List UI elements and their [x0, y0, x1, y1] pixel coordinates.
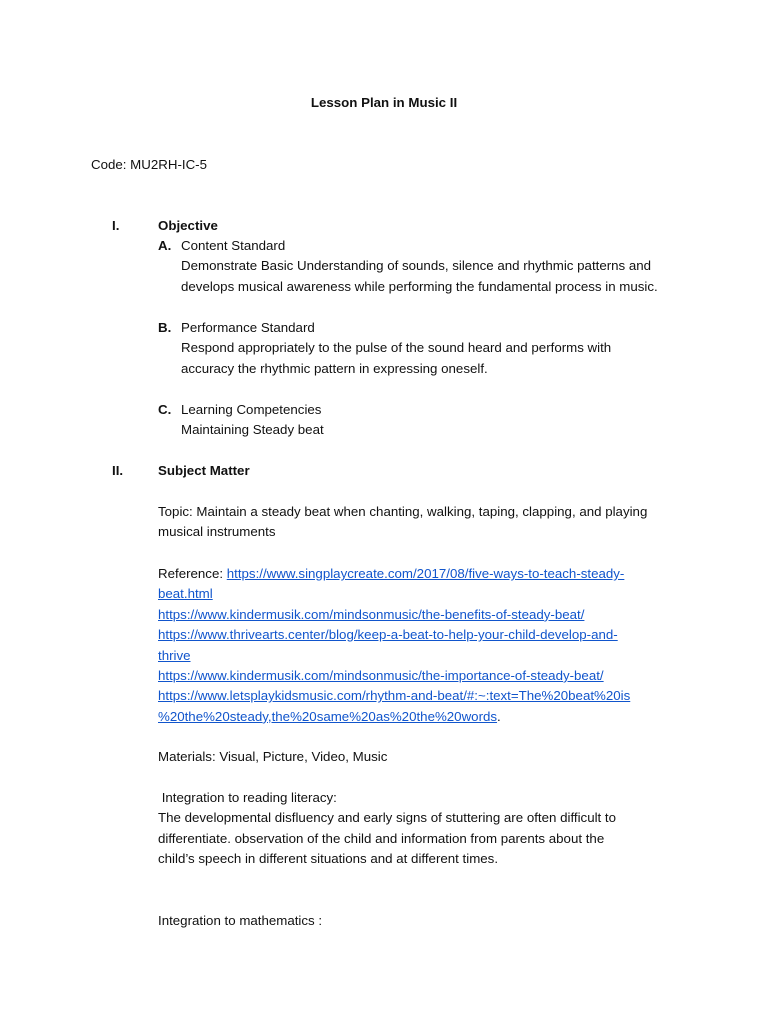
- reference-link[interactable]: https://www.singplaycreate.com/2017/08/five-ways-to-teach-steady-: [226, 566, 625, 581]
- section-numeral-subject-matter: II.: [112, 463, 124, 478]
- reference-line: [158, 646, 718, 666]
- performance-standard-text-line: Respond appropriately to the pulse of the sound heard and performs with: [181, 340, 612, 356]
- reference-line: [158, 584, 718, 604]
- performance-standard-label: Performance Standard: [181, 320, 315, 335]
- document-title: Lesson Plan in Music II: [310, 95, 458, 110]
- content-standard-label: Content Standard: [181, 238, 286, 253]
- reference-link[interactable]: https://www.thrivearts.center/blog/keep-a-beat-to-help-your-child-develop-and-: [158, 627, 618, 643]
- learning-competencies-text-line: Maintaining Steady beat: [181, 422, 324, 438]
- reading-literacy-line: The developmental disfluency and early signs of stuttering are often difficult to: [158, 810, 617, 826]
- reference-link[interactable]: https://www.kindermusik.com/mindsonmusic/the-importance-of-steady-beat/: [158, 667, 604, 683]
- content-standard-text-line: develops musical awareness while performing the fundamental process in music.: [181, 278, 658, 294]
- topic-line: Topic: Maintain a steady beat when chanting, walking, taping, clapping, and playing: [158, 504, 648, 519]
- reference-line: [158, 686, 718, 706]
- item-letter-learning-competencies: C.: [158, 402, 172, 417]
- reference-line: [158, 666, 718, 686]
- reference-line: [158, 625, 718, 645]
- reference-label: Reference:: [158, 566, 227, 581]
- reference-line: [158, 564, 718, 584]
- content-standard-block: [181, 236, 741, 297]
- reading-literacy-line: child’s speech in different situations and at different times.: [158, 851, 499, 867]
- section-numeral-objective: I.: [112, 218, 120, 233]
- reference-link[interactable]: https://www.letsplaykidsmusic.com/rhythm-and-beat/#:~:text=The%20beat%20is: [158, 688, 631, 704]
- section-heading-objective: Objective: [158, 218, 218, 233]
- reading-literacy-line: differentiate. observation of the child and information from parents about the: [158, 830, 605, 846]
- learning-competencies-label: Learning Competencies: [181, 402, 322, 417]
- item-letter-performance-standard: B.: [158, 320, 172, 335]
- section-heading-subject-matter: Subject Matter: [158, 463, 250, 478]
- reading-literacy-heading: Integration to reading literacy:: [158, 790, 337, 805]
- item-letter-content-standard: A.: [158, 238, 172, 253]
- reference-link[interactable]: beat.html: [158, 586, 213, 602]
- performance-standard-text-line: accuracy the rhythmic pattern in expressing oneself.: [181, 360, 488, 376]
- materials-line: Materials: Visual, Picture, Video, Music: [158, 749, 388, 764]
- learning-competencies-block: [181, 400, 741, 441]
- reference-link[interactable]: %20the%20steady,the%20same%20as%20the%20words: [158, 708, 498, 724]
- reading-literacy-block: [158, 788, 718, 870]
- content-standard-text-line: Demonstrate Basic Understanding of sounds, silence and rhythmic patterns and: [181, 258, 652, 274]
- reference-end-period: .: [497, 708, 501, 724]
- reference-link[interactable]: https://www.kindermusik.com/mindsonmusic/the-benefits-of-steady-beat/: [158, 606, 585, 622]
- reference-line: [158, 605, 718, 625]
- topic-line: musical instruments: [158, 524, 276, 540]
- lesson-code: Code: MU2RH-IC-5: [91, 157, 208, 172]
- reference-line: [158, 707, 718, 727]
- reference-link[interactable]: thrive: [158, 647, 191, 663]
- mathematics-heading: Integration to mathematics :: [158, 913, 323, 928]
- reference-list: [158, 564, 718, 727]
- topic-paragraph: [158, 502, 718, 543]
- performance-standard-block: [181, 318, 741, 379]
